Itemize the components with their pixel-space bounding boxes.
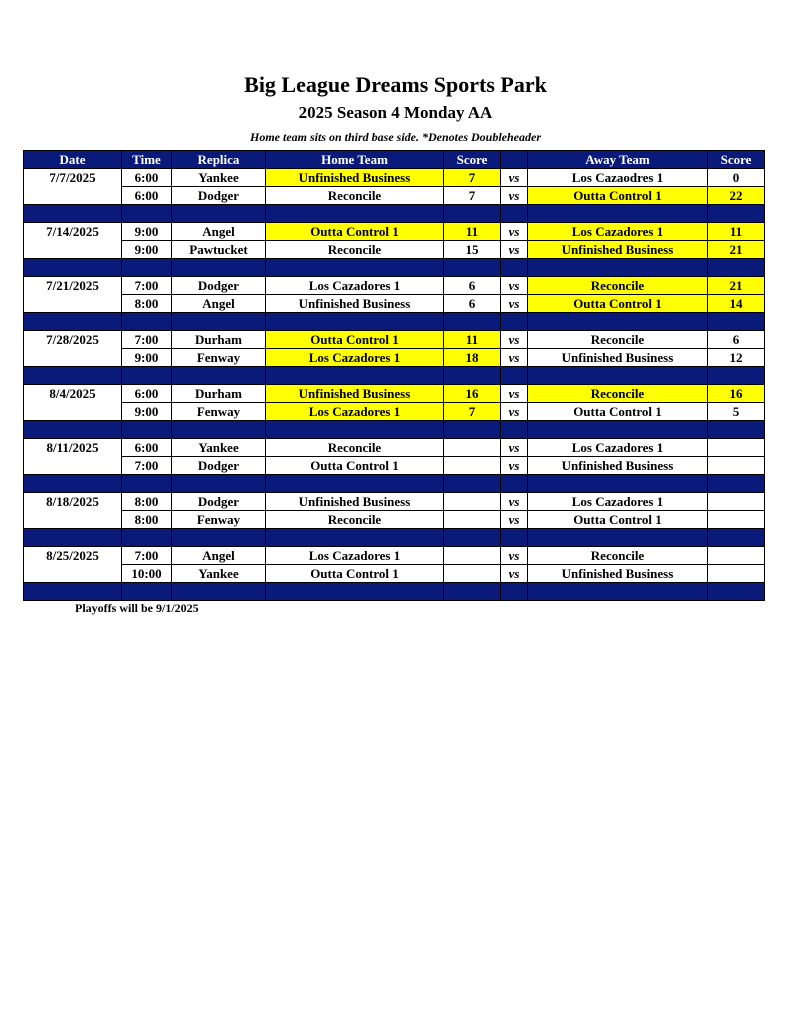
away-score-cell: [708, 493, 765, 511]
separator-cell: [708, 583, 765, 601]
separator-cell: [172, 205, 266, 223]
table-row: [24, 439, 765, 457]
away-team-cell: Outta Control 1: [528, 403, 708, 421]
vs-cell: vs: [501, 169, 528, 187]
time-cell: 8:00: [122, 511, 172, 529]
away-score-cell: [708, 565, 765, 583]
away-team-cell: Unfinished Business: [528, 457, 708, 475]
replica-cell: Angel: [172, 223, 266, 241]
replica-cell: Fenway: [172, 511, 266, 529]
replica-cell: Dodger: [172, 187, 266, 205]
date-cell: [24, 457, 122, 475]
table-row: [24, 187, 765, 205]
home-score-cell: 11: [444, 331, 501, 349]
separator-cell: [528, 367, 708, 385]
table-header-row: [24, 151, 765, 169]
separator-cell: [266, 313, 444, 331]
time-cell: 9:00: [122, 349, 172, 367]
home-score-cell: 18: [444, 349, 501, 367]
separator-cell: [444, 529, 501, 547]
table-row: [24, 547, 765, 565]
column-header-away-score: Score: [708, 151, 765, 169]
separator-cell: [708, 205, 765, 223]
separator-cell: [122, 205, 172, 223]
away-team-cell: Reconcile: [528, 385, 708, 403]
week-separator: [24, 205, 765, 223]
away-team-cell: Reconcile: [528, 277, 708, 295]
separator-cell: [528, 259, 708, 277]
separator-cell: [122, 583, 172, 601]
separator-cell: [122, 259, 172, 277]
separator-cell: [444, 583, 501, 601]
home-team-cell: Outta Control 1: [266, 331, 444, 349]
column-header-date: Date: [24, 151, 122, 169]
separator-cell: [266, 529, 444, 547]
replica-cell: Fenway: [172, 403, 266, 421]
replica-cell: Yankee: [172, 439, 266, 457]
table-row: [24, 349, 765, 367]
separator-cell: [444, 421, 501, 439]
time-cell: 9:00: [122, 223, 172, 241]
separator-cell: [172, 313, 266, 331]
away-team-cell: Outta Control 1: [528, 187, 708, 205]
away-team-cell: Outta Control 1: [528, 511, 708, 529]
away-score-cell: 6: [708, 331, 765, 349]
time-cell: 6:00: [122, 169, 172, 187]
away-score-cell: 21: [708, 277, 765, 295]
week-separator: [24, 367, 765, 385]
separator-cell: [708, 313, 765, 331]
home-score-cell: 6: [444, 295, 501, 313]
date-cell: 7/28/2025: [24, 331, 122, 349]
separator-cell: [708, 421, 765, 439]
date-cell: [24, 241, 122, 259]
separator-cell: [172, 529, 266, 547]
replica-cell: Dodger: [172, 493, 266, 511]
vs-cell: vs: [501, 439, 528, 457]
table-row: [24, 241, 765, 259]
week-separator: [24, 529, 765, 547]
separator-cell: [444, 313, 501, 331]
away-score-cell: 12: [708, 349, 765, 367]
away-team-cell: Los Cazadores 1: [528, 439, 708, 457]
date-cell: 8/25/2025: [24, 547, 122, 565]
replica-cell: Dodger: [172, 277, 266, 295]
table-row: [24, 511, 765, 529]
home-team-cell: Los Cazadores 1: [266, 547, 444, 565]
table-row: [24, 493, 765, 511]
date-cell: 8/11/2025: [24, 439, 122, 457]
home-team-cell: Unfinished Business: [266, 493, 444, 511]
separator-cell: [24, 205, 122, 223]
table-row: [24, 277, 765, 295]
separator-cell: [24, 259, 122, 277]
separator-cell: [122, 475, 172, 493]
separator-cell: [172, 475, 266, 493]
separator-cell: [444, 475, 501, 493]
away-score-cell: 11: [708, 223, 765, 241]
separator-cell: [266, 259, 444, 277]
separator-cell: [501, 205, 528, 223]
separator-cell: [444, 367, 501, 385]
schedule-body: [24, 169, 765, 601]
replica-cell: Angel: [172, 295, 266, 313]
separator-cell: [501, 583, 528, 601]
separator-cell: [24, 313, 122, 331]
home-team-cell: Los Cazadores 1: [266, 277, 444, 295]
replica-cell: Yankee: [172, 565, 266, 583]
away-team-cell: Reconcile: [528, 331, 708, 349]
vs-cell: vs: [501, 547, 528, 565]
home-team-cell: Unfinished Business: [266, 169, 444, 187]
page-subtitle: 2025 Season 4 Monday AA: [298, 103, 493, 122]
away-score-cell: 22: [708, 187, 765, 205]
replica-cell: Angel: [172, 547, 266, 565]
vs-cell: vs: [501, 565, 528, 583]
replica-cell: Pawtucket: [172, 241, 266, 259]
vs-cell: vs: [501, 349, 528, 367]
week-separator: [24, 421, 765, 439]
time-cell: 9:00: [122, 241, 172, 259]
separator-cell: [266, 475, 444, 493]
schedule-table: [23, 150, 765, 601]
away-team-cell: Los Cazadores 1: [528, 223, 708, 241]
replica-cell: Yankee: [172, 169, 266, 187]
vs-cell: vs: [501, 295, 528, 313]
date-cell: [24, 349, 122, 367]
away-score-cell: 16: [708, 385, 765, 403]
separator-cell: [528, 421, 708, 439]
table-row: [24, 169, 765, 187]
time-cell: 10:00: [122, 565, 172, 583]
playoffs-note: Playoffs will be 9/1/2025: [75, 601, 199, 615]
column-header-home-team: Home Team: [266, 151, 444, 169]
separator-cell: [172, 259, 266, 277]
separator-cell: [501, 367, 528, 385]
separator-cell: [24, 367, 122, 385]
separator-cell: [501, 421, 528, 439]
separator-cell: [266, 583, 444, 601]
date-cell: [24, 403, 122, 421]
separator-cell: [528, 313, 708, 331]
column-header-vs: [501, 151, 528, 169]
away-score-cell: [708, 547, 765, 565]
home-team-cell: Outta Control 1: [266, 457, 444, 475]
home-team-cell: Unfinished Business: [266, 385, 444, 403]
home-score-cell: 7: [444, 187, 501, 205]
separator-cell: [444, 205, 501, 223]
away-team-cell: Outta Control 1: [528, 295, 708, 313]
separator-cell: [708, 475, 765, 493]
date-cell: [24, 295, 122, 313]
away-score-cell: [708, 511, 765, 529]
separator-cell: [172, 367, 266, 385]
vs-cell: vs: [501, 511, 528, 529]
week-separator: [24, 313, 765, 331]
replica-cell: Durham: [172, 331, 266, 349]
home-score-cell: 6: [444, 277, 501, 295]
table-row: [24, 385, 765, 403]
home-team-cell: Reconcile: [266, 241, 444, 259]
vs-cell: vs: [501, 385, 528, 403]
page-title: Big League Dreams Sports Park: [244, 72, 547, 97]
home-team-cell: Outta Control 1: [266, 223, 444, 241]
home-score-cell: 7: [444, 403, 501, 421]
replica-cell: Durham: [172, 385, 266, 403]
date-cell: [24, 511, 122, 529]
separator-cell: [266, 205, 444, 223]
separator-cell: [24, 475, 122, 493]
away-team-cell: Unfinished Business: [528, 565, 708, 583]
separator-cell: [24, 529, 122, 547]
separator-cell: [122, 313, 172, 331]
date-cell: 8/4/2025: [24, 385, 122, 403]
separator-cell: [501, 313, 528, 331]
separator-cell: [501, 475, 528, 493]
home-score-cell: 16: [444, 385, 501, 403]
week-separator: [24, 583, 765, 601]
away-team-cell: Unfinished Business: [528, 241, 708, 259]
date-cell: 7/21/2025: [24, 277, 122, 295]
table-row: [24, 295, 765, 313]
separator-cell: [528, 583, 708, 601]
separator-cell: [122, 367, 172, 385]
away-team-cell: Los Cazaodres 1: [528, 169, 708, 187]
vs-cell: vs: [501, 331, 528, 349]
home-score-cell: [444, 565, 501, 583]
separator-cell: [528, 529, 708, 547]
home-score-cell: [444, 439, 501, 457]
table-row: [24, 457, 765, 475]
separator-cell: [122, 421, 172, 439]
vs-cell: vs: [501, 223, 528, 241]
table-row: [24, 403, 765, 421]
date-cell: [24, 565, 122, 583]
replica-cell: Fenway: [172, 349, 266, 367]
date-cell: [24, 187, 122, 205]
time-cell: 6:00: [122, 385, 172, 403]
separator-cell: [708, 259, 765, 277]
week-separator: [24, 475, 765, 493]
date-cell: 7/7/2025: [24, 169, 122, 187]
home-score-cell: 7: [444, 169, 501, 187]
home-team-cell: Reconcile: [266, 511, 444, 529]
vs-cell: vs: [501, 187, 528, 205]
separator-cell: [172, 421, 266, 439]
separator-cell: [708, 367, 765, 385]
vs-cell: vs: [501, 403, 528, 421]
away-team-cell: Reconcile: [528, 547, 708, 565]
separator-cell: [172, 583, 266, 601]
home-team-cell: Reconcile: [266, 187, 444, 205]
replica-cell: Dodger: [172, 457, 266, 475]
column-header-home-score: Score: [444, 151, 501, 169]
separator-cell: [444, 259, 501, 277]
separator-cell: [708, 529, 765, 547]
vs-cell: vs: [501, 493, 528, 511]
home-team-cell: Outta Control 1: [266, 565, 444, 583]
home-team-cell: Unfinished Business: [266, 295, 444, 313]
separator-cell: [24, 583, 122, 601]
separator-cell: [24, 421, 122, 439]
time-cell: 8:00: [122, 295, 172, 313]
week-separator: [24, 259, 765, 277]
time-cell: 6:00: [122, 439, 172, 457]
time-cell: 7:00: [122, 331, 172, 349]
vs-cell: vs: [501, 457, 528, 475]
away-team-cell: Los Cazadores 1: [528, 493, 708, 511]
separator-cell: [501, 529, 528, 547]
date-cell: 8/18/2025: [24, 493, 122, 511]
time-cell: 7:00: [122, 457, 172, 475]
separator-cell: [528, 475, 708, 493]
separator-cell: [266, 421, 444, 439]
away-score-cell: 0: [708, 169, 765, 187]
home-team-cell: Los Cazadores 1: [266, 403, 444, 421]
away-score-cell: [708, 457, 765, 475]
time-cell: 8:00: [122, 493, 172, 511]
column-header-replica: Replica: [172, 151, 266, 169]
home-score-cell: [444, 493, 501, 511]
time-cell: 9:00: [122, 403, 172, 421]
away-score-cell: 5: [708, 403, 765, 421]
home-score-cell: [444, 547, 501, 565]
separator-cell: [266, 367, 444, 385]
column-header-away-team: Away Team: [528, 151, 708, 169]
table-row: [24, 331, 765, 349]
home-team-cell: Reconcile: [266, 439, 444, 457]
separator-cell: [501, 259, 528, 277]
page-note: Home team sits on third base side. *Denotes Doubleheader: [250, 130, 541, 144]
away-team-cell: Unfinished Business: [528, 349, 708, 367]
time-cell: 7:00: [122, 547, 172, 565]
home-team-cell: Los Cazadores 1: [266, 349, 444, 367]
date-cell: 7/14/2025: [24, 223, 122, 241]
separator-cell: [528, 205, 708, 223]
vs-cell: vs: [501, 241, 528, 259]
away-score-cell: 21: [708, 241, 765, 259]
time-cell: 7:00: [122, 277, 172, 295]
home-score-cell: 11: [444, 223, 501, 241]
away-score-cell: [708, 439, 765, 457]
home-score-cell: [444, 457, 501, 475]
home-score-cell: 15: [444, 241, 501, 259]
home-score-cell: [444, 511, 501, 529]
vs-cell: vs: [501, 277, 528, 295]
column-header-time: Time: [122, 151, 172, 169]
table-row: [24, 223, 765, 241]
time-cell: 6:00: [122, 187, 172, 205]
away-score-cell: 14: [708, 295, 765, 313]
separator-cell: [122, 529, 172, 547]
table-row: [24, 565, 765, 583]
